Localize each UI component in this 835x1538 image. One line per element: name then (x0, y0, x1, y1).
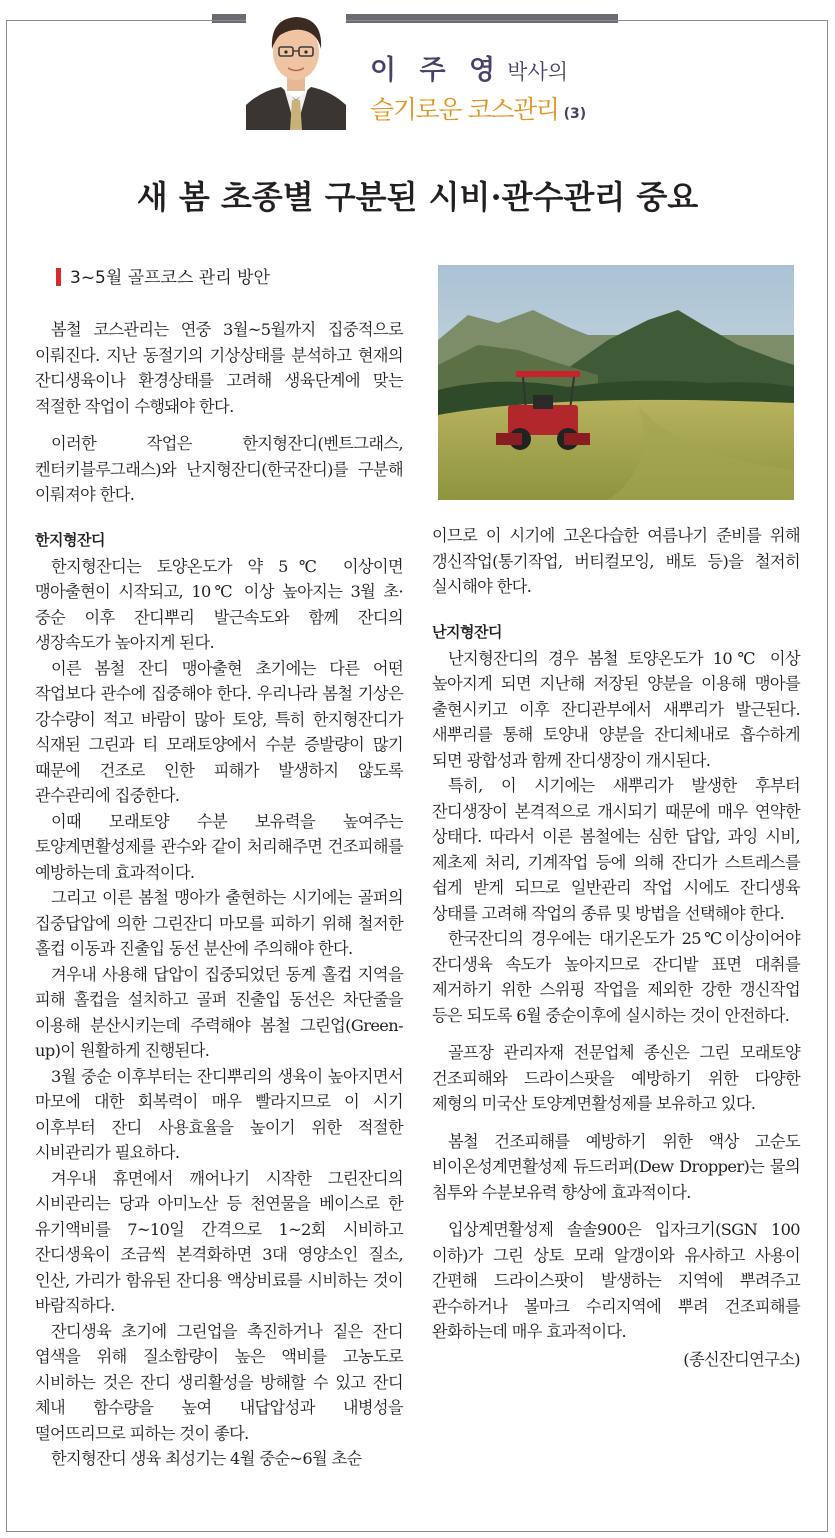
paragraph: 봄철 코스관리는 연중 3월~5월까지 집중적으로 이뤄진다. 지난 동절기의 기상상태를 분석하고 현재의 잔디생육이나 환경상태를 고려해 생육단계에 맞는 적절한 작업이 수행돼야 한다. (35, 320, 403, 416)
paragraph: 특히, 이 시기에는 새뿌리가 발생한 후부터 잔디생장이 본격적으로 개시되기 때문에 매우 연약한 상태다. 따라서 이른 봄철에는 심한 답압, 과잉 시비, 제초제 처리, 기계작업 등에 의해 잔디가 스트레스를 쉽게 받게 되므로 일반관리 작업 시에도 잔디생육 상태를 고려해 작업의 종류 및 방법을 선택해야 한다. (432, 776, 800, 923)
right-column (432, 523, 800, 1372)
paragraph-continuation: 이므로 이 시기에 고온다습한 여름나기 준비를 위해 갱신작업(통기작업, 버티컬모잉, 배토 등)을 철저히 실시해야 한다. (432, 526, 800, 596)
paragraph: 이때 모래토양 수분 보유력을 높여주는 토양계면활성제를 관수와 같이 처리해주면 건조피해를 예방하는데 효과적이다. (35, 811, 403, 882)
headline: 새 봄 초종별 구분된 시비·관수관리 중요 (136, 178, 699, 216)
paragraph: 겨우내 사용해 답압이 집중되었던 동계 홀컵 지역을 피해 홀컵을 설치하고 골퍼 진출입 동선은 차단줄을 이용해 분산시키는데 주력해야 봄철 그린업(Green-up)이 원활하게 진행된다. (35, 964, 403, 1060)
subtitle-text: 3~5월 골프코스 관리 방안 (70, 268, 270, 288)
author-name: 이 주 영 (370, 55, 503, 86)
paragraph: 3월 중순 이후부터는 잔디뿌리의 생육이 높아지면서 마모에 대한 회복력이 매우 빨라지므로 이 시기 이후부터 잔디 사용효율을 높이기 위한 적절한 시비관리가 필요하다. (35, 1066, 403, 1162)
section-heading: 한지형잔디 (35, 530, 105, 549)
paragraph: 겨우내 휴면에서 깨어나기 시작한 그린잔디의 시비관리는 당과 아미노산 등 천연물을 베이스로 한 유기액비를 7~10일 간격으로 1~2회 시비하고 잔디생육이 조금씩 본격화하면 3대 영양소인 질소, 인산, 가리가 함유된 잔디용 액상비료를 시비하는 것이 바람직하다. (35, 1168, 403, 1315)
series-number: (3) (563, 106, 587, 122)
paragraph: 잔디생육 초기에 그린업을 촉진하거나 짙은 잔디 엽색을 위해 질소함량이 높은 액비를 고농도로 시비하는 것은 잔디 생리활성을 방해할 수 있고 잔디 체내 함수량을 높여 내답압성과 내병성을 떨어뜨리므로 피하는 것이 좋다. (35, 1321, 403, 1443)
paragraph: 골프장 관리자재 전문업체 종신은 그린 모래토양 건조피해와 드라이스팟을 예방하기 위한 다양한 제형의 미국산 토양계면활성제를 보유하고 있다. (432, 1043, 800, 1113)
series-line (370, 90, 586, 126)
subtitle-accent-bar (56, 268, 61, 286)
paragraph: 이른 봄철 잔디 맹아출현 초기에는 다른 어떤 작업보다 관수에 집중해야 한다. 우리나라 봄철 기상은 강수량이 적고 바람이 많아 토양, 특히 한지형잔디가 식재된 그린과 티 모래토양에서 수분 증발량이 많기 때문에 건조로 인한 피해가 발생하지 않도록 관수관리에 집중한다. (35, 658, 403, 805)
paragraph: 한지형잔디 생육 최성기는 4월 중순~6월 초순 (51, 1449, 362, 1468)
paragraph: 난지형잔디의 경우 봄철 토양온도가 10℃ 이상 높아지게 되면 지난해 저장된 양분을 이용해 맹아를 출현시키고 이후 잔디관부에서 새뿌리가 발근된다. 새뿌리를 통해 토양내 양분을 잔디체내로 흡수하게 되면 광합성과 함께 잔디생장이 개시된다. (432, 648, 800, 770)
paragraph: 한국잔디의 경우에는 대기온도가 25℃이상이어야 잔디생육 속도가 높아지므로 잔디밭 표면 대취를 제거하기 위한 스위핑 작업을 제외한 강한 갱신작업 등은 되도록 6월 중순이후에 실시하는 것이 안전하다. (432, 929, 800, 1025)
author-suffix: 박사의 (507, 60, 568, 84)
author-portrait (246, 5, 346, 130)
section-heading: 난지형잔디 (432, 622, 502, 641)
author-byline (370, 48, 568, 87)
source-credit: (종신잔디연구소) (683, 1349, 800, 1369)
series-title: 슬기로운 코스관리 (370, 95, 559, 124)
paragraph: 이러한 작업은 한지형잔디(벤트그래스, 켄터키블루그래스)와 난지형잔디(한국잔디)를 구분해 이뤄져야 한다. (35, 434, 403, 504)
paragraph: 한지형잔디는 토양온도가 약 5℃ 이상이면 맹아출현이 시작되고, 10℃ 이상 높아지는 3월 초·중순 이후 잔디뿌리 발근속도와 함께 잔디의 생장속도가 높아지게 된다. (35, 556, 403, 652)
paragraph: 입상계면활성제 솔솔900은 입자크기(SGN 100 이하)가 그린 상토 모래 알갱이와 유사하고 사용이 간편해 드라이스팟이 발생하는 지역에 뿌려주고 관수하거나 볼마크 수리지역에 뿌려 건조피해를 완화하는데 매우 효과적이다. (432, 1220, 800, 1341)
paragraph: 봄철 건조피해를 예방하기 위한 액상 고순도 비이온성계면활성제 듀드러퍼(Dew Dropper)는 물의 침투와 수분보유력 향상에 효과적이다. (432, 1131, 800, 1202)
subtitle (56, 263, 270, 288)
left-column (35, 317, 403, 1472)
paragraph: 그리고 이른 봄철 맹아가 출현하는 시기에는 골퍼의 집중답압에 의한 그린잔디 마모를 피하기 위해 철저한 홀컵 이동과 진출입 동선 분산에 주의해야 한다. (35, 888, 403, 958)
golf-course-photo (438, 265, 794, 500)
